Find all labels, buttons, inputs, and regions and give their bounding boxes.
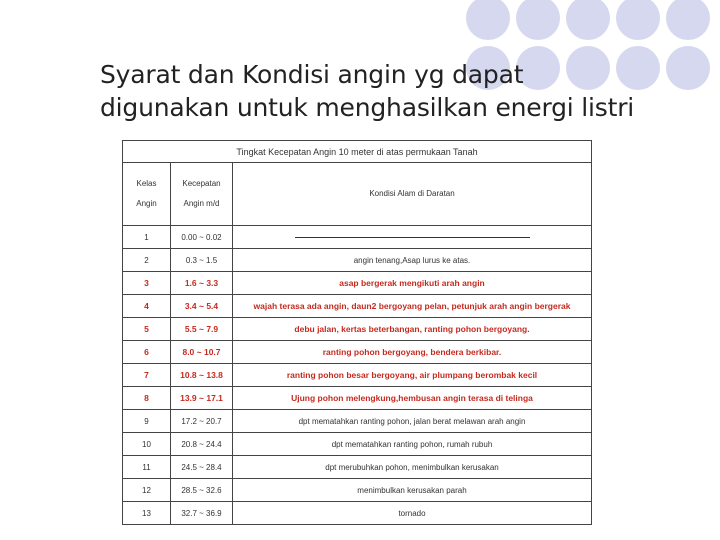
kecepatan-cell: 28.5 ~ 32.6 [171, 479, 233, 502]
kondisi-cell: ranting pohon bergoyang, bendera berkibar. [233, 341, 592, 364]
kecepatan-cell: 13.9 ~ 17.1 [171, 387, 233, 410]
kelas-cell: 11 [123, 456, 171, 479]
table-body [123, 226, 592, 525]
table-caption: Tingkat Kecepatan Angin 10 meter di atas permukaan Tanah [123, 141, 592, 163]
table-row [123, 410, 592, 433]
kelas-cell: 5 [123, 318, 171, 341]
kecepatan-cell: 0.00 ~ 0.02 [171, 226, 233, 249]
kondisi-cell: ranting pohon besar bergoyang, air plumpang berombak kecil [233, 364, 592, 387]
table-row [123, 456, 592, 479]
header-kelas-line2: Angin [136, 199, 157, 208]
kecepatan-cell: 8.0 ~ 10.7 [171, 341, 233, 364]
decor-circle [616, 0, 660, 40]
table-row [123, 479, 592, 502]
header-kelas-line1: Kelas [136, 179, 157, 188]
kelas-cell: 12 [123, 479, 171, 502]
kondisi-cell: Ujung pohon melengkung,hembusan angin terasa di telinga [233, 387, 592, 410]
kecepatan-cell: 5.5 ~ 7.9 [171, 318, 233, 341]
table-row [123, 433, 592, 456]
kondisi-cell [233, 226, 592, 249]
kelas-cell: 8 [123, 387, 171, 410]
title-line-1: Syarat dan Kondisi angin yg dapat [100, 60, 524, 89]
kecepatan-cell: 10.8 ~ 13.8 [171, 364, 233, 387]
kelas-cell: 9 [123, 410, 171, 433]
kondisi-cell: dpt merubuhkan pohon, menimbulkan kerusakan [233, 456, 592, 479]
kondisi-cell: angin tenang,Asap lurus ke atas. [233, 249, 592, 272]
kelas-cell: 10 [123, 433, 171, 456]
table-row [123, 341, 592, 364]
kelas-cell: 13 [123, 502, 171, 525]
kecepatan-cell: 24.5 ~ 28.4 [171, 456, 233, 479]
kelas-cell: 2 [123, 249, 171, 272]
kondisi-cell: wajah terasa ada angin, daun2 bergoyang pelan, petunjuk arah angin bergerak [233, 295, 592, 318]
decor-circle [516, 0, 560, 40]
dash-line [295, 237, 530, 238]
kelas-cell: 4 [123, 295, 171, 318]
title-line-2: digunakan untuk menghasilkan energi listri [100, 93, 635, 122]
kondisi-cell: debu jalan, kertas beterbangan, ranting pohon bergoyang. [233, 318, 592, 341]
header-kelas-angin [123, 163, 171, 226]
kecepatan-cell: 0.3 ~ 1.5 [171, 249, 233, 272]
header-kondisi-alam: Kondisi Alam di Daratan [233, 163, 592, 226]
kecepatan-cell: 1.6 ~ 3.3 [171, 272, 233, 295]
kelas-cell: 6 [123, 341, 171, 364]
header-kecepatan-line2: Angin m/d [183, 199, 220, 208]
decor-circle [466, 0, 510, 40]
wind-speed-table [122, 140, 592, 525]
table-row [123, 295, 592, 318]
slide-title [100, 58, 660, 124]
decor-circle [666, 46, 710, 90]
header-kecepatan-line1: Kecepatan [182, 179, 221, 188]
table-row [123, 249, 592, 272]
table-row [123, 502, 592, 525]
table-row [123, 387, 592, 410]
kelas-cell: 7 [123, 364, 171, 387]
kelas-cell: 1 [123, 226, 171, 249]
decor-circle [666, 0, 710, 40]
kecepatan-cell: 17.2 ~ 20.7 [171, 410, 233, 433]
kondisi-cell: dpt mematahkan ranting pohon, jalan berat melawan arah angin [233, 410, 592, 433]
kondisi-cell: asap bergerak mengikuti arah angin [233, 272, 592, 295]
decor-circle [566, 0, 610, 40]
kecepatan-cell: 20.8 ~ 24.4 [171, 433, 233, 456]
table-row [123, 226, 592, 249]
kecepatan-cell: 3.4 ~ 5.4 [171, 295, 233, 318]
kelas-cell: 3 [123, 272, 171, 295]
table-row [123, 272, 592, 295]
kondisi-cell: dpt mematahkan ranting pohon, rumah rubuh [233, 433, 592, 456]
kondisi-cell: tornado [233, 502, 592, 525]
table-row [123, 364, 592, 387]
header-kecepatan-angin [171, 163, 233, 226]
table-row [123, 318, 592, 341]
kecepatan-cell: 32.7 ~ 36.9 [171, 502, 233, 525]
kondisi-cell: menimbulkan kerusakan parah [233, 479, 592, 502]
